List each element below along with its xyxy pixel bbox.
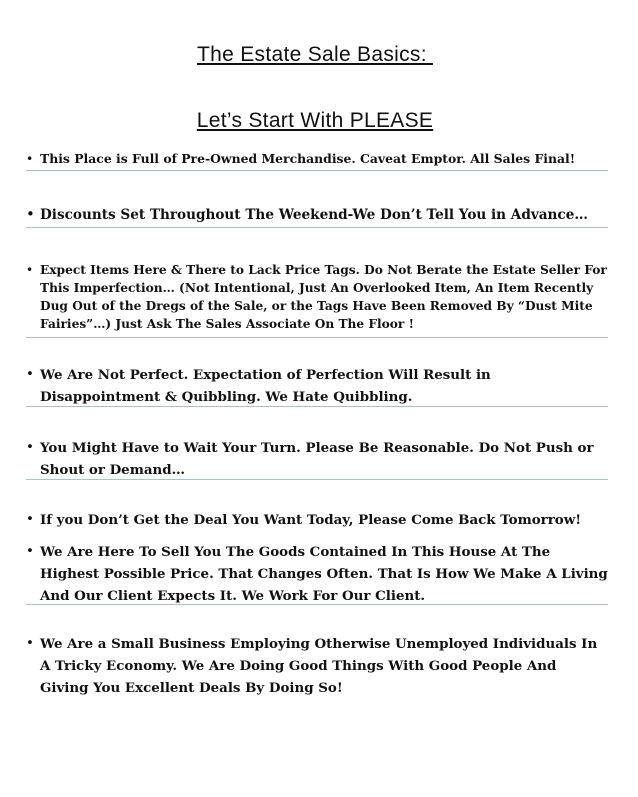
bullet-icon: • xyxy=(26,636,34,651)
bullet-icon: • xyxy=(26,205,35,223)
rule-item-6 xyxy=(26,509,608,531)
bullet-icon: • xyxy=(26,512,34,527)
rule-item-text: If you Don’t Get the Deal You Want Today, Please Come Back Tomorrow! xyxy=(40,512,582,528)
rule-item-8 xyxy=(26,633,608,698)
rule-item-text: We Are Not Perfect. Expectation of Perfection Will Result in Disappointment & Quibbling. We Hate Quibbling. xyxy=(40,367,491,405)
bullet-icon: • xyxy=(26,544,34,559)
rule-item-text: We Are Here To Sell You The Goods Contained In This House At The Highest Possible Price. That Changes Often. That Is How We Make A Living And Our Client Expects It. We Work For Our Client. xyxy=(40,544,608,604)
rule-item-3 xyxy=(26,261,608,338)
bullet-icon: • xyxy=(26,263,34,277)
rule-item-text: This Place is Full of Pre-Owned Merchandise. Caveat Emptor. All Sales Final! xyxy=(40,151,576,166)
rule-item-5 xyxy=(26,437,608,480)
rule-item-4 xyxy=(26,364,608,407)
bullet-icon: • xyxy=(26,440,34,455)
bullet-icon: • xyxy=(26,367,34,382)
rule-item-1 xyxy=(26,150,608,171)
rule-item-text: Discounts Set Throughout The Weekend-We Don’t Tell You in Advance… xyxy=(40,207,588,223)
rule-item-2 xyxy=(26,204,608,228)
rule-item-text: You Might Have to Wait Your Turn. Please Be Reasonable. Do Not Push or Shout or Demand… xyxy=(40,440,594,478)
bullet-icon: • xyxy=(26,151,34,166)
document-title: The Estate Sale Basics: xyxy=(197,43,433,66)
rule-item-text: Expect Items Here & There to Lack Price Tags. Do Not Berate the Estate Seller For This Imperfection… (Not Intentional, Just An Overlooked Item, An Item Recently Dug Out of the Dregs of the Sale, or the Tags Have Been Removed By “Dust Mite Fairies”…) Just Ask The Sales Associate On The Floor ! xyxy=(40,263,607,331)
rule-item-text: We Are a Small Business Employing Otherwise Unemployed Individuals In A Tricky Economy. We Are Doing Good Things With Good People And Giving You Excellent Deals By Doing So! xyxy=(40,636,598,696)
rule-item-7 xyxy=(26,541,608,605)
document-subtitle: Let’s Start With PLEASE xyxy=(196,109,434,132)
